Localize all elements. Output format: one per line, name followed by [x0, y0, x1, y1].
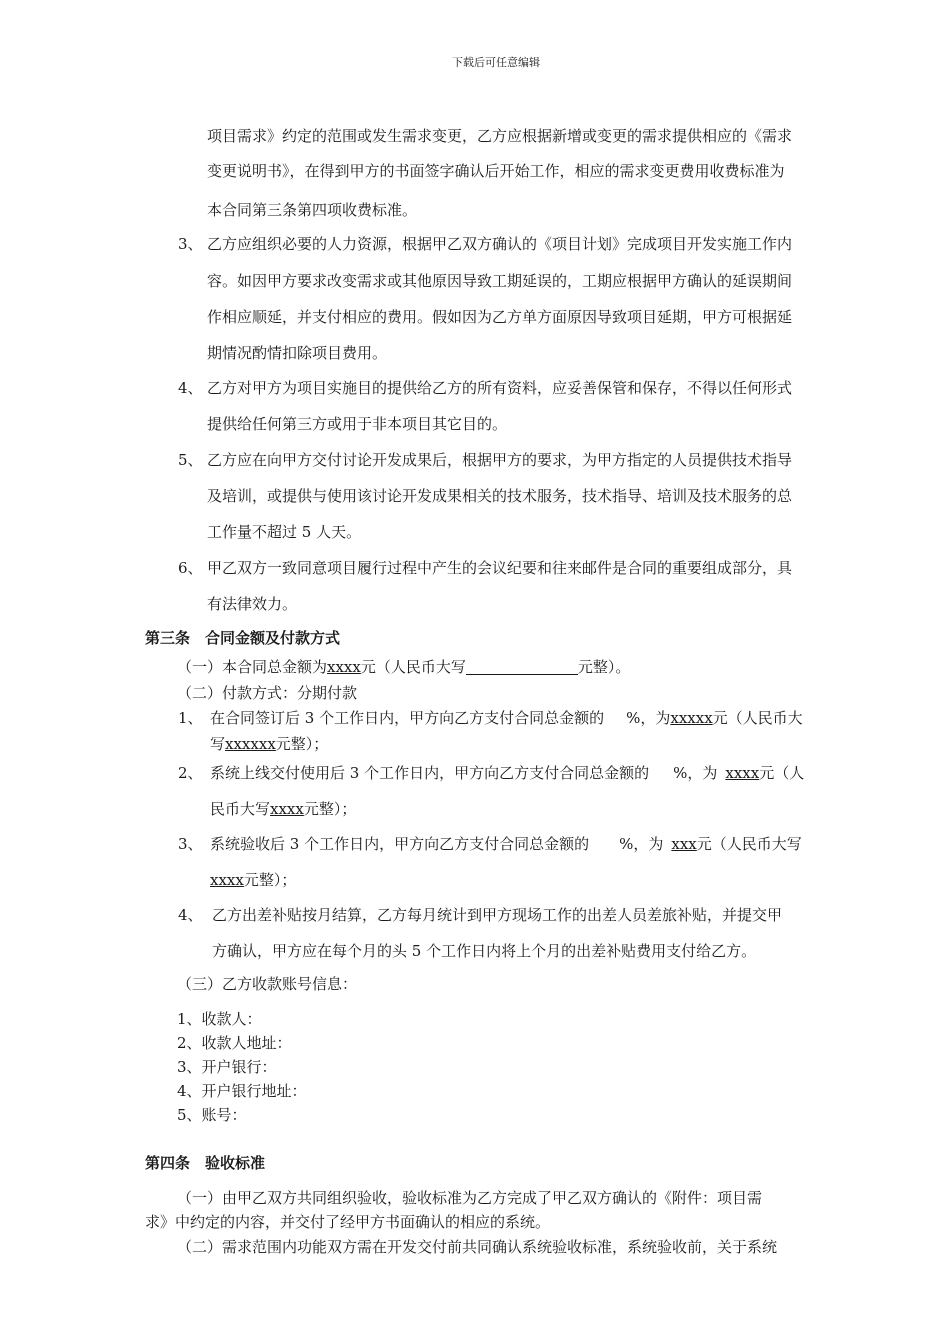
payment-text: 元整）； — [243, 871, 297, 889]
account-title: （三）乙方收款账号信息： — [177, 975, 358, 993]
payment-text: 系统上线交付使用后 3 个工作日内，甲方向乙方支付合同总金额的 — [210, 764, 650, 782]
payment-text: 元整）； — [275, 735, 329, 753]
payment-line — [210, 799, 356, 819]
item-number: 2、 — [178, 764, 203, 782]
payment-text: 系统验收后 3 个工作日内，甲方向乙方支付合同总金额的 — [210, 835, 590, 853]
account-field: 5、账号： — [177, 1106, 247, 1124]
total-mid: 元（人民币大写 — [360, 658, 466, 676]
payment-text: 元（人民币大 — [712, 709, 803, 727]
account-field: 2、收款人地址： — [177, 1034, 292, 1052]
page-header: 下载后可任意编辑 — [452, 56, 540, 69]
item-number: 1、 — [178, 709, 203, 727]
paragraph-line: 乙方应组织必要的人力资源，根据甲乙双方确认的《项目计划》完成项目开发实施工作内 — [207, 235, 793, 253]
item-number: 4、 — [178, 906, 203, 924]
percent-text: %，为 — [619, 835, 664, 853]
paragraph-line: 本合同第三条第四项收费标准。 — [207, 201, 418, 219]
payment-line — [210, 734, 328, 754]
paragraph-line: 甲乙双方一致同意项目履行过程中产生的会议纪要和往来邮件是合同的重要组成部分，具 — [207, 559, 793, 577]
paragraph-line: 求》中约定的内容，并交付了经甲方书面确认的相应的系统。 — [145, 1213, 551, 1231]
paragraph-line: 及培训，或提供与使用该讨论开发成果相关的技术服务，技术指导、培训及技术服务的总 — [207, 487, 793, 505]
amount-words-blank — [466, 659, 578, 675]
payment-words: xxxx — [210, 871, 244, 889]
paragraph-line: 变更说明书》，在得到甲方的书面签字确认后开始工作，相应的需求变更费用收费标准为 — [207, 162, 785, 180]
paragraph-line: 作相应顺延，并支付相应的费用。假如因为乙方单方面原因导致项目延期，甲方可根据延 — [207, 308, 793, 326]
payment-text: 元（人 — [759, 764, 805, 782]
paragraph-line: 容。如因甲方要求改变需求或其他原因导致工期延误的，工期应根据甲方确认的延误期间 — [207, 272, 793, 290]
payment-line — [210, 870, 296, 890]
payment-amount: xxx — [671, 835, 697, 853]
item-number: 3、 — [178, 235, 203, 253]
paragraph-line: 乙方对甲方为项目实施目的提供给乙方的所有资料，应妥善保管和保存，不得以任何形式 — [207, 379, 793, 397]
payment-amount: xxxxx — [670, 709, 713, 727]
item-number: 5、 — [178, 451, 203, 469]
article-4-title: 第四条 验收标准 — [145, 1154, 266, 1172]
total-end: 元整）。 — [577, 658, 631, 676]
percent-text: %，为 — [673, 764, 718, 782]
paragraph-line: 工作量不超过 5 人天。 — [207, 523, 362, 541]
paragraph-line: 项目需求》约定的范围或发生需求变更，乙方应根据新增或变更的需求提供相应的《需求 — [207, 127, 793, 145]
account-field: 4、开户银行地址： — [177, 1082, 307, 1100]
payment-line: 乙方出差补贴按月结算，乙方每月统计到甲方现场工作的出差人员差旅补贴，并提交甲 — [212, 906, 783, 924]
account-field: 1、收款人： — [177, 1010, 262, 1028]
item-number: 4、 — [178, 379, 203, 397]
payment-words: xxxx — [270, 800, 304, 818]
payment-line — [210, 708, 803, 728]
paragraph-line: （一）由甲乙双方共同组织验收，验收标准为乙方完成了甲乙双方确认的《附件：项目需 — [177, 1189, 763, 1207]
item-number: 3、 — [178, 835, 203, 853]
total-amount-line — [177, 657, 630, 677]
payment-line: 方确认，甲方应在每个月的头 5 个工作日内将上个月的出差补贴费用支付给乙方。 — [212, 942, 757, 960]
payment-words: xxxxxx — [225, 735, 276, 753]
payment-text: 民币大写 — [210, 800, 271, 818]
account-field: 3、开户银行： — [177, 1058, 277, 1076]
payment-text: 在合同签订后 3 个工作日内，甲方向乙方支付合同总金额的 — [210, 709, 605, 727]
article-3-title: 第三条 合同金额及付款方式 — [145, 629, 341, 647]
paragraph-line: 提供给任何第三方或用于非本项目其它目的。 — [207, 415, 508, 433]
payment-text: 元整）； — [303, 800, 357, 818]
paragraph-line: （二）需求范围内功能双方需在开发交付前共同确认系统验收标准，系统验收前，关于系统 — [177, 1238, 778, 1256]
payment-text: 元（人民币大写 — [696, 835, 802, 853]
payment-line — [210, 763, 804, 783]
item-number: 6、 — [178, 559, 203, 577]
total-amount: xxxx — [327, 658, 361, 676]
total-prefix: （一）本合同总金额为 — [177, 658, 328, 676]
payment-line — [210, 834, 802, 854]
paragraph-line: 乙方应在向甲方交付讨论开发成果后，根据甲方的要求，为甲方指定的人员提供技术指导 — [207, 451, 793, 469]
paragraph-line: 期情况酌情扣除项目费用。 — [207, 344, 388, 362]
percent-text: %，为 — [626, 709, 671, 727]
paragraph-line: 有法律效力。 — [207, 595, 298, 613]
payment-text: 写 — [210, 735, 226, 753]
payment-amount: xxxx — [725, 764, 760, 782]
payment-method: （二）付款方式：分期付款 — [177, 684, 358, 702]
